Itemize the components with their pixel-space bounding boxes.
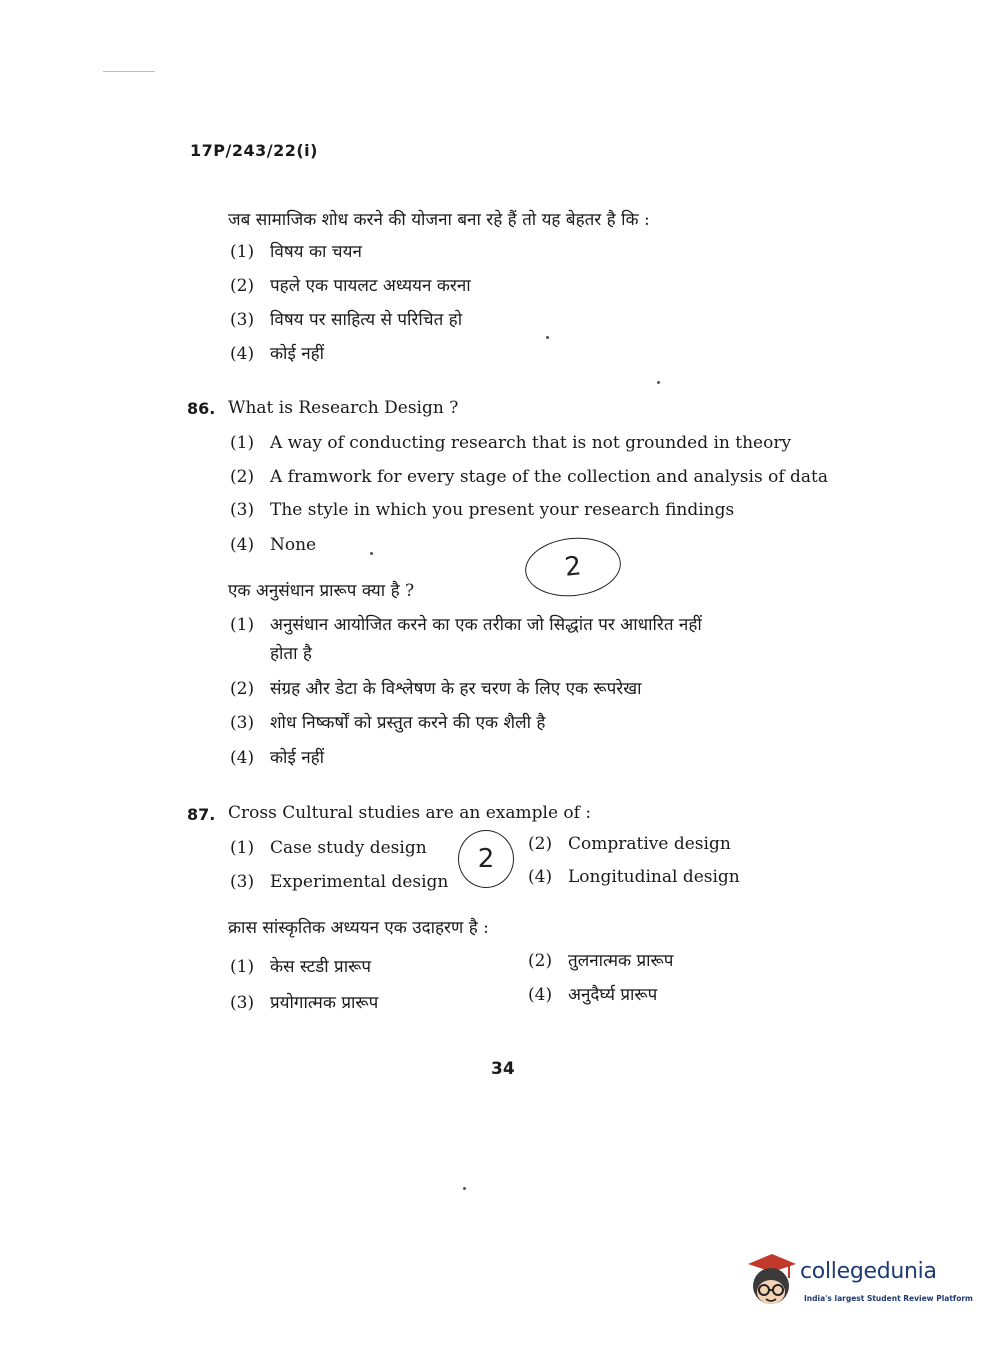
scan-speck — [463, 1187, 466, 1190]
option-number: (2) — [528, 951, 553, 971]
option-text: कोई नहीं — [270, 748, 325, 768]
option-number: (3) — [230, 500, 255, 520]
q85-hindi-stem: जब सामाजिक शोध करने की योजना बना रहे हैं तो यह बेहतर है कि : — [228, 210, 650, 230]
option-number: (3) — [230, 310, 255, 330]
option-number: (1) — [230, 957, 255, 977]
option-number: (4) — [230, 535, 255, 555]
page-number: 34 — [491, 1059, 515, 1079]
option-text: पहले एक पायलट अध्ययन करना — [270, 276, 471, 296]
q87-hindi-option-3 — [230, 990, 378, 1013]
option-number: (2) — [230, 679, 255, 699]
option-number: (3) — [230, 872, 255, 892]
scan-speck — [657, 381, 660, 384]
option-number: (4) — [528, 867, 553, 887]
option-number: (2) — [528, 834, 553, 854]
option-text: Case study design — [270, 838, 427, 858]
q86-hindi-option-4 — [230, 745, 324, 768]
q87-hindi-option-2 — [528, 948, 673, 971]
option-number: (1) — [230, 433, 255, 453]
option-number: (2) — [230, 276, 255, 296]
scan-speck — [370, 552, 373, 555]
option-text: केस स्टडी प्रारूप — [270, 957, 371, 977]
option-text: अनुदैर्घ्य प्रारूप — [568, 985, 658, 1005]
logo-mascot-icon — [742, 1250, 800, 1314]
scan-speck — [546, 336, 549, 339]
q87-option-3 — [230, 872, 448, 892]
q86-hindi-option-3 — [230, 710, 545, 733]
q86-option-2 — [230, 467, 828, 487]
q87-marked-answer-circle — [458, 830, 514, 888]
q87-hindi-stem: क्रास सांस्कृतिक अध्ययन एक उदाहरण है : — [228, 918, 489, 938]
collegedunia-logo — [742, 1250, 972, 1320]
q86-stem: What is Research Design ? — [228, 398, 459, 418]
scan-mark — [103, 71, 155, 72]
q85-hindi-option-1 — [230, 239, 362, 262]
q85-hindi-option-2 — [230, 273, 471, 296]
q85-hindi-option-3 — [230, 307, 462, 330]
logo-wordmark: collegedunia — [800, 1259, 937, 1284]
option-text: विषय का चयन — [270, 242, 362, 262]
option-text: None — [270, 535, 317, 555]
q87-option-2 — [528, 834, 731, 854]
q87-option-4 — [528, 867, 740, 887]
option-number: (1) — [230, 242, 255, 262]
option-text: संग्रह और डेटा के विश्लेषण के हर चरण के लिए एक रूपरेखा — [270, 679, 642, 699]
q86-hindi-option-2 — [230, 676, 642, 699]
option-text: A way of conducting research that is not grounded in theory — [270, 433, 792, 453]
option-number: (3) — [230, 993, 255, 1013]
logo-tagline: India's largest Student Review Platform — [804, 1294, 973, 1303]
option-text: Longitudinal design — [568, 867, 740, 887]
option-number: (3) — [230, 713, 255, 733]
q86-hindi-option-1 — [230, 612, 702, 635]
option-number: (1) — [230, 615, 255, 635]
option-text: विषय पर साहित्य से परिचित हो — [270, 310, 463, 330]
q86-option-3 — [230, 500, 734, 520]
q86-number: 86. — [187, 399, 216, 418]
q87-stem: Cross Cultural studies are an example of : — [228, 803, 592, 823]
option-text: तुलनात्मक प्रारूप — [568, 951, 674, 971]
option-text: Experimental design — [270, 872, 449, 892]
option-text: प्रयोगात्मक प्रारूप — [270, 993, 379, 1013]
option-number: (1) — [230, 838, 255, 858]
paper-code: 17P/243/22(i) — [190, 141, 318, 160]
option-text: अनुसंधान आयोजित करने का एक तरीका जो सिद्धांत पर आधारित नहीं — [270, 615, 702, 635]
option-text: कोई नहीं — [270, 344, 325, 364]
option-number: (2) — [230, 467, 255, 487]
q86-hindi-option-1-continued: होता है — [270, 644, 312, 664]
q86-marked-answer-circle — [522, 533, 624, 601]
q87-hindi-option-4 — [528, 982, 657, 1005]
option-text: The style in which you present your research findings — [270, 500, 735, 520]
option-text: शोध निष्कर्षों को प्रस्तुत करने की एक शैली है — [270, 713, 546, 733]
option-text: A framwork for every stage of the collection and analysis of data — [270, 467, 829, 487]
option-number: (4) — [230, 748, 255, 768]
q86-hindi-stem: एक अनुसंधान प्रारूप क्या है ? — [228, 581, 415, 601]
q86-option-1 — [230, 433, 791, 453]
q87-number: 87. — [187, 805, 216, 824]
option-number: (4) — [528, 985, 553, 1005]
marked-answer: 2 — [563, 551, 583, 583]
q87-option-1 — [230, 838, 427, 858]
option-number: (4) — [230, 344, 255, 364]
marked-answer: 2 — [477, 844, 495, 874]
option-text: Comprative design — [568, 834, 731, 854]
q85-hindi-option-4 — [230, 341, 324, 364]
q86-option-4 — [230, 535, 316, 555]
q87-hindi-option-1 — [230, 954, 371, 977]
